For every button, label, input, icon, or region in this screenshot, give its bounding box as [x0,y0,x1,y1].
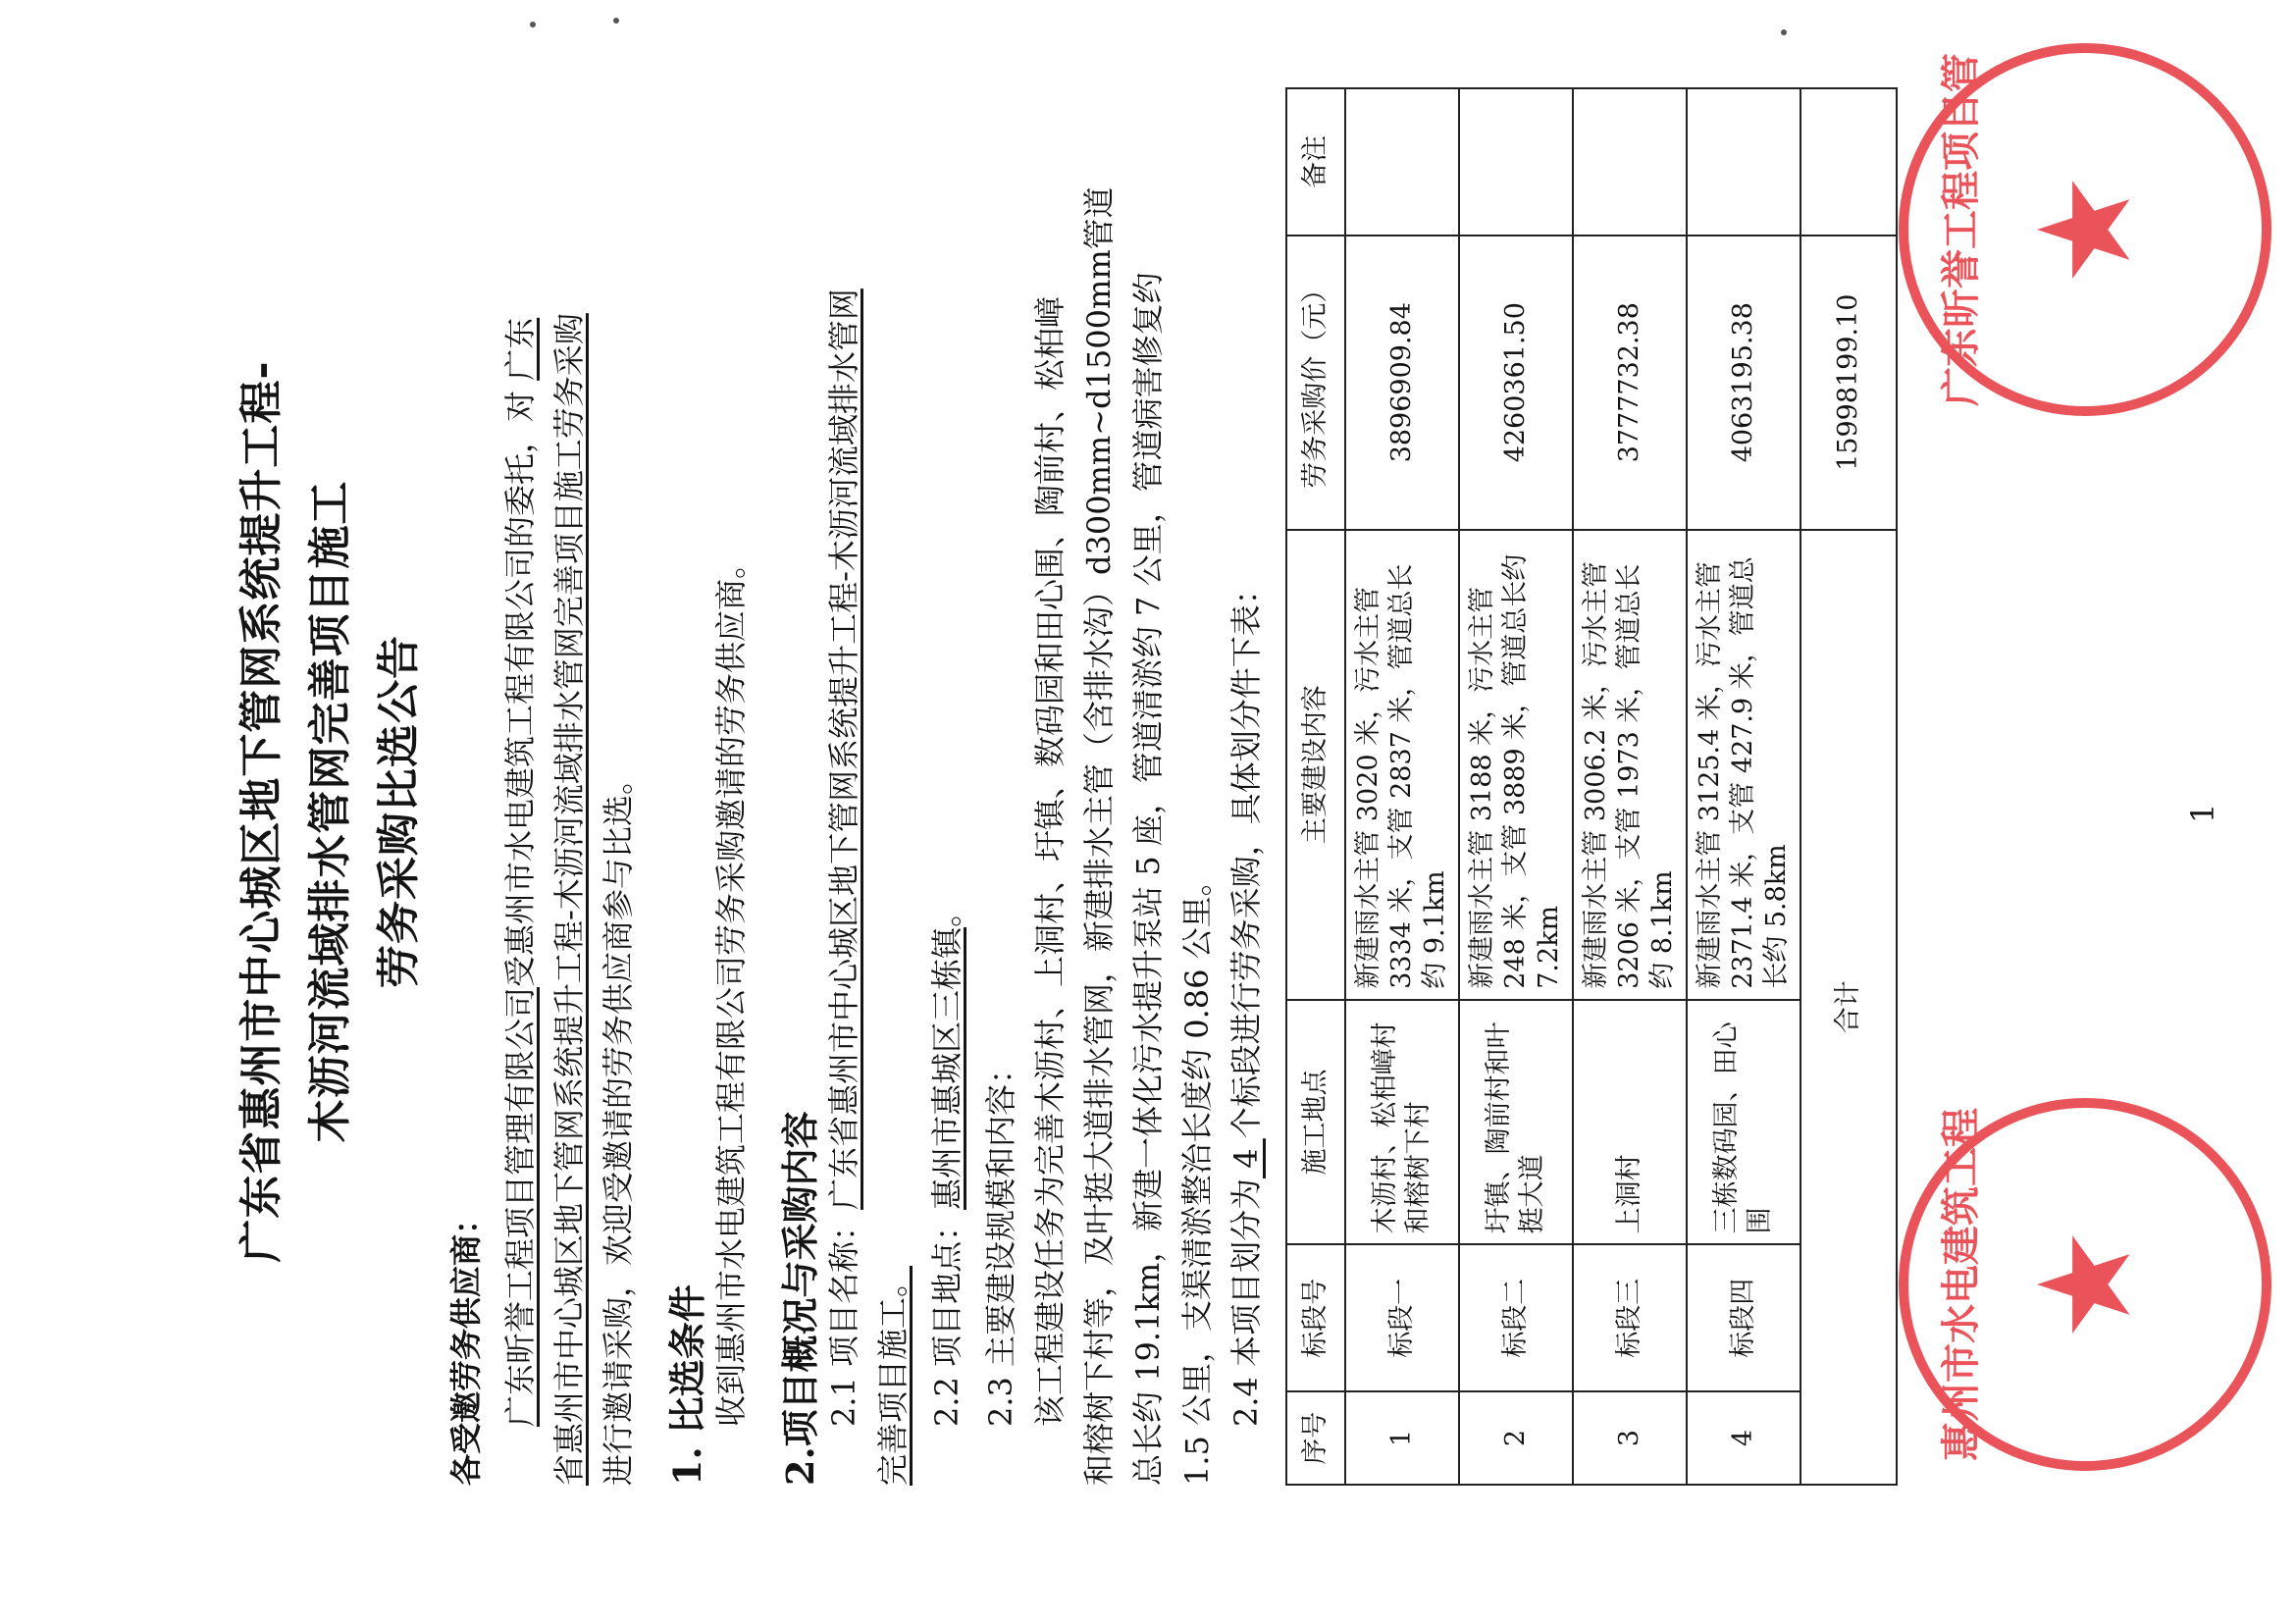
page-number: 1 [2184,803,2221,823]
seal-1-text: 广东昕誉工程项目管 [1939,53,1984,406]
item-2-4: 2.4 本项目划分为 4 个标段进行劳务采购，具体划分件下表： [1227,573,1265,1427]
table-header-row [1286,88,1345,1485]
table-row: 1 标段一 木沥村、松柏嶂村和榕树下村 新建雨水主管 3020 米，污水主管 3334 米，支管 2837 米，管道总长约 9.1km 3896909.84 [1345,88,1459,1485]
title-line-2: 木沥河流域排水管网完善项目施工 [305,480,355,1143]
seal-star-icon: ★ [2010,1227,2160,1342]
section-1-heading: 1. 比选条件 [665,1284,709,1486]
section-2-heading: 2.项目概况与采购内容 [778,1111,822,1486]
section-1-text: 收到惠州市水电建筑工程有限公司劳务采购邀请的劳务供应商。 [712,547,750,1427]
header-no: 序号 [1286,1391,1345,1485]
item-2-3-label: 2.3 主要建设规模和内容： [982,1052,1019,1427]
table-total-row [1800,88,1897,1485]
seal-2-text: 惠州市水电建筑工程 [1939,1108,1984,1461]
title-line-1: 广东省惠州市中心城区地下管网系统提升工程- [236,360,287,1263]
seal-2 [1899,1098,2271,1471]
agent-company: 广东昕誉工程项目管理有限公司 [501,986,539,1427]
header-content: 主要建设内容 [1286,530,1345,1000]
seal-star-icon: ★ [2010,172,2160,288]
title-line-3: 劳务采购比选公告 [374,635,424,988]
total-value: 15998199.10 [1800,236,1897,530]
intro-line-3: 进行邀请采购，欢迎受邀请的劳务供应商参与比选。 [600,762,637,1486]
seal-1 [1899,43,2271,416]
table-row: 3 标段三 上洞村 新建雨水主管 3006.2 米，污水主管 3206 米，支管 1973 米，管道总长约 8.1km 3777732.38 [1573,88,1687,1485]
item-2-3-line-1: 该工程建设任务为完善木沥村、上洞村、圩镇、数码园和田心围、陶前村、松柏嶂 [1031,295,1069,1427]
table-row: 4 标段四 三栋数码园、田心围 新建雨水主管 3125.4 米，污水主管 2371.4 米，支管 427.9 米，管道总长约 5.8km 4063195.38 [1687,88,1800,1485]
scan-speck [613,18,619,24]
item-2-2: 2.2 项目地点：惠州市惠城区三栋镇。 [928,895,965,1427]
item-2-3-line-4: 1.5 公里，支渠清淤整治长度约 0.86 公里。 [1178,864,1216,1486]
table-row: 2 标段二 圩镇、陶前村和叶挺大道 新建雨水主管 3188 米，污水主管 248 米，支管 3889 米，管道总长约 7.2km 4260361.50 [1459,88,1573,1485]
intro-line-1 [500,318,540,1427]
intro-line-1-text: 受惠州市水电建筑工程有限公司的委托，对 [501,390,539,987]
header-remark: 备注 [1286,88,1345,236]
item-2-3-line-3: 总长约 19.1km，新建一体化污水提升泵站 5 座，管道清淤约 7 公里，管道病害修复约 [1129,272,1167,1486]
total-label: 合计 [1800,530,1897,1485]
intro-line-1-end: 广东 [501,317,539,381]
item-2-2-label: 2.2 项目地点： [928,1209,965,1427]
salutation: 各受邀劳务供应商： [447,1202,485,1486]
section-count: 4 [1227,1138,1265,1178]
scan-speck [530,22,536,27]
item-2-1-label: 2.1 项目名称： [825,1209,862,1427]
header-location: 施工地点 [1286,1000,1345,1245]
header-section: 标段号 [1286,1244,1345,1391]
procurement-table [1285,87,1898,1486]
item-2-1-continued: 完善项目施工。 [874,1265,912,1486]
item-2-2-value: 惠州市惠城区三栋镇 [928,926,965,1210]
intro-line-2: 省惠州市中心城区地下管网系统提升工程-木沥河流域排水管网完善项目施工劳务采购 [550,313,588,1486]
item-2-1-value: 广东省惠州市中心城区地下管网系统提升工程-木沥河流域排水管网 [825,288,862,1210]
header-price: 劳务采购价（元） [1286,236,1345,530]
item-2-1 [824,288,863,1427]
item-2-3-line-2: 和榕树下村等，及叶挺大道排水管网，新建排水主管（含排水沟）d300mm~d1500mm管道 [1080,186,1118,1486]
scan-speck [1781,29,1787,35]
